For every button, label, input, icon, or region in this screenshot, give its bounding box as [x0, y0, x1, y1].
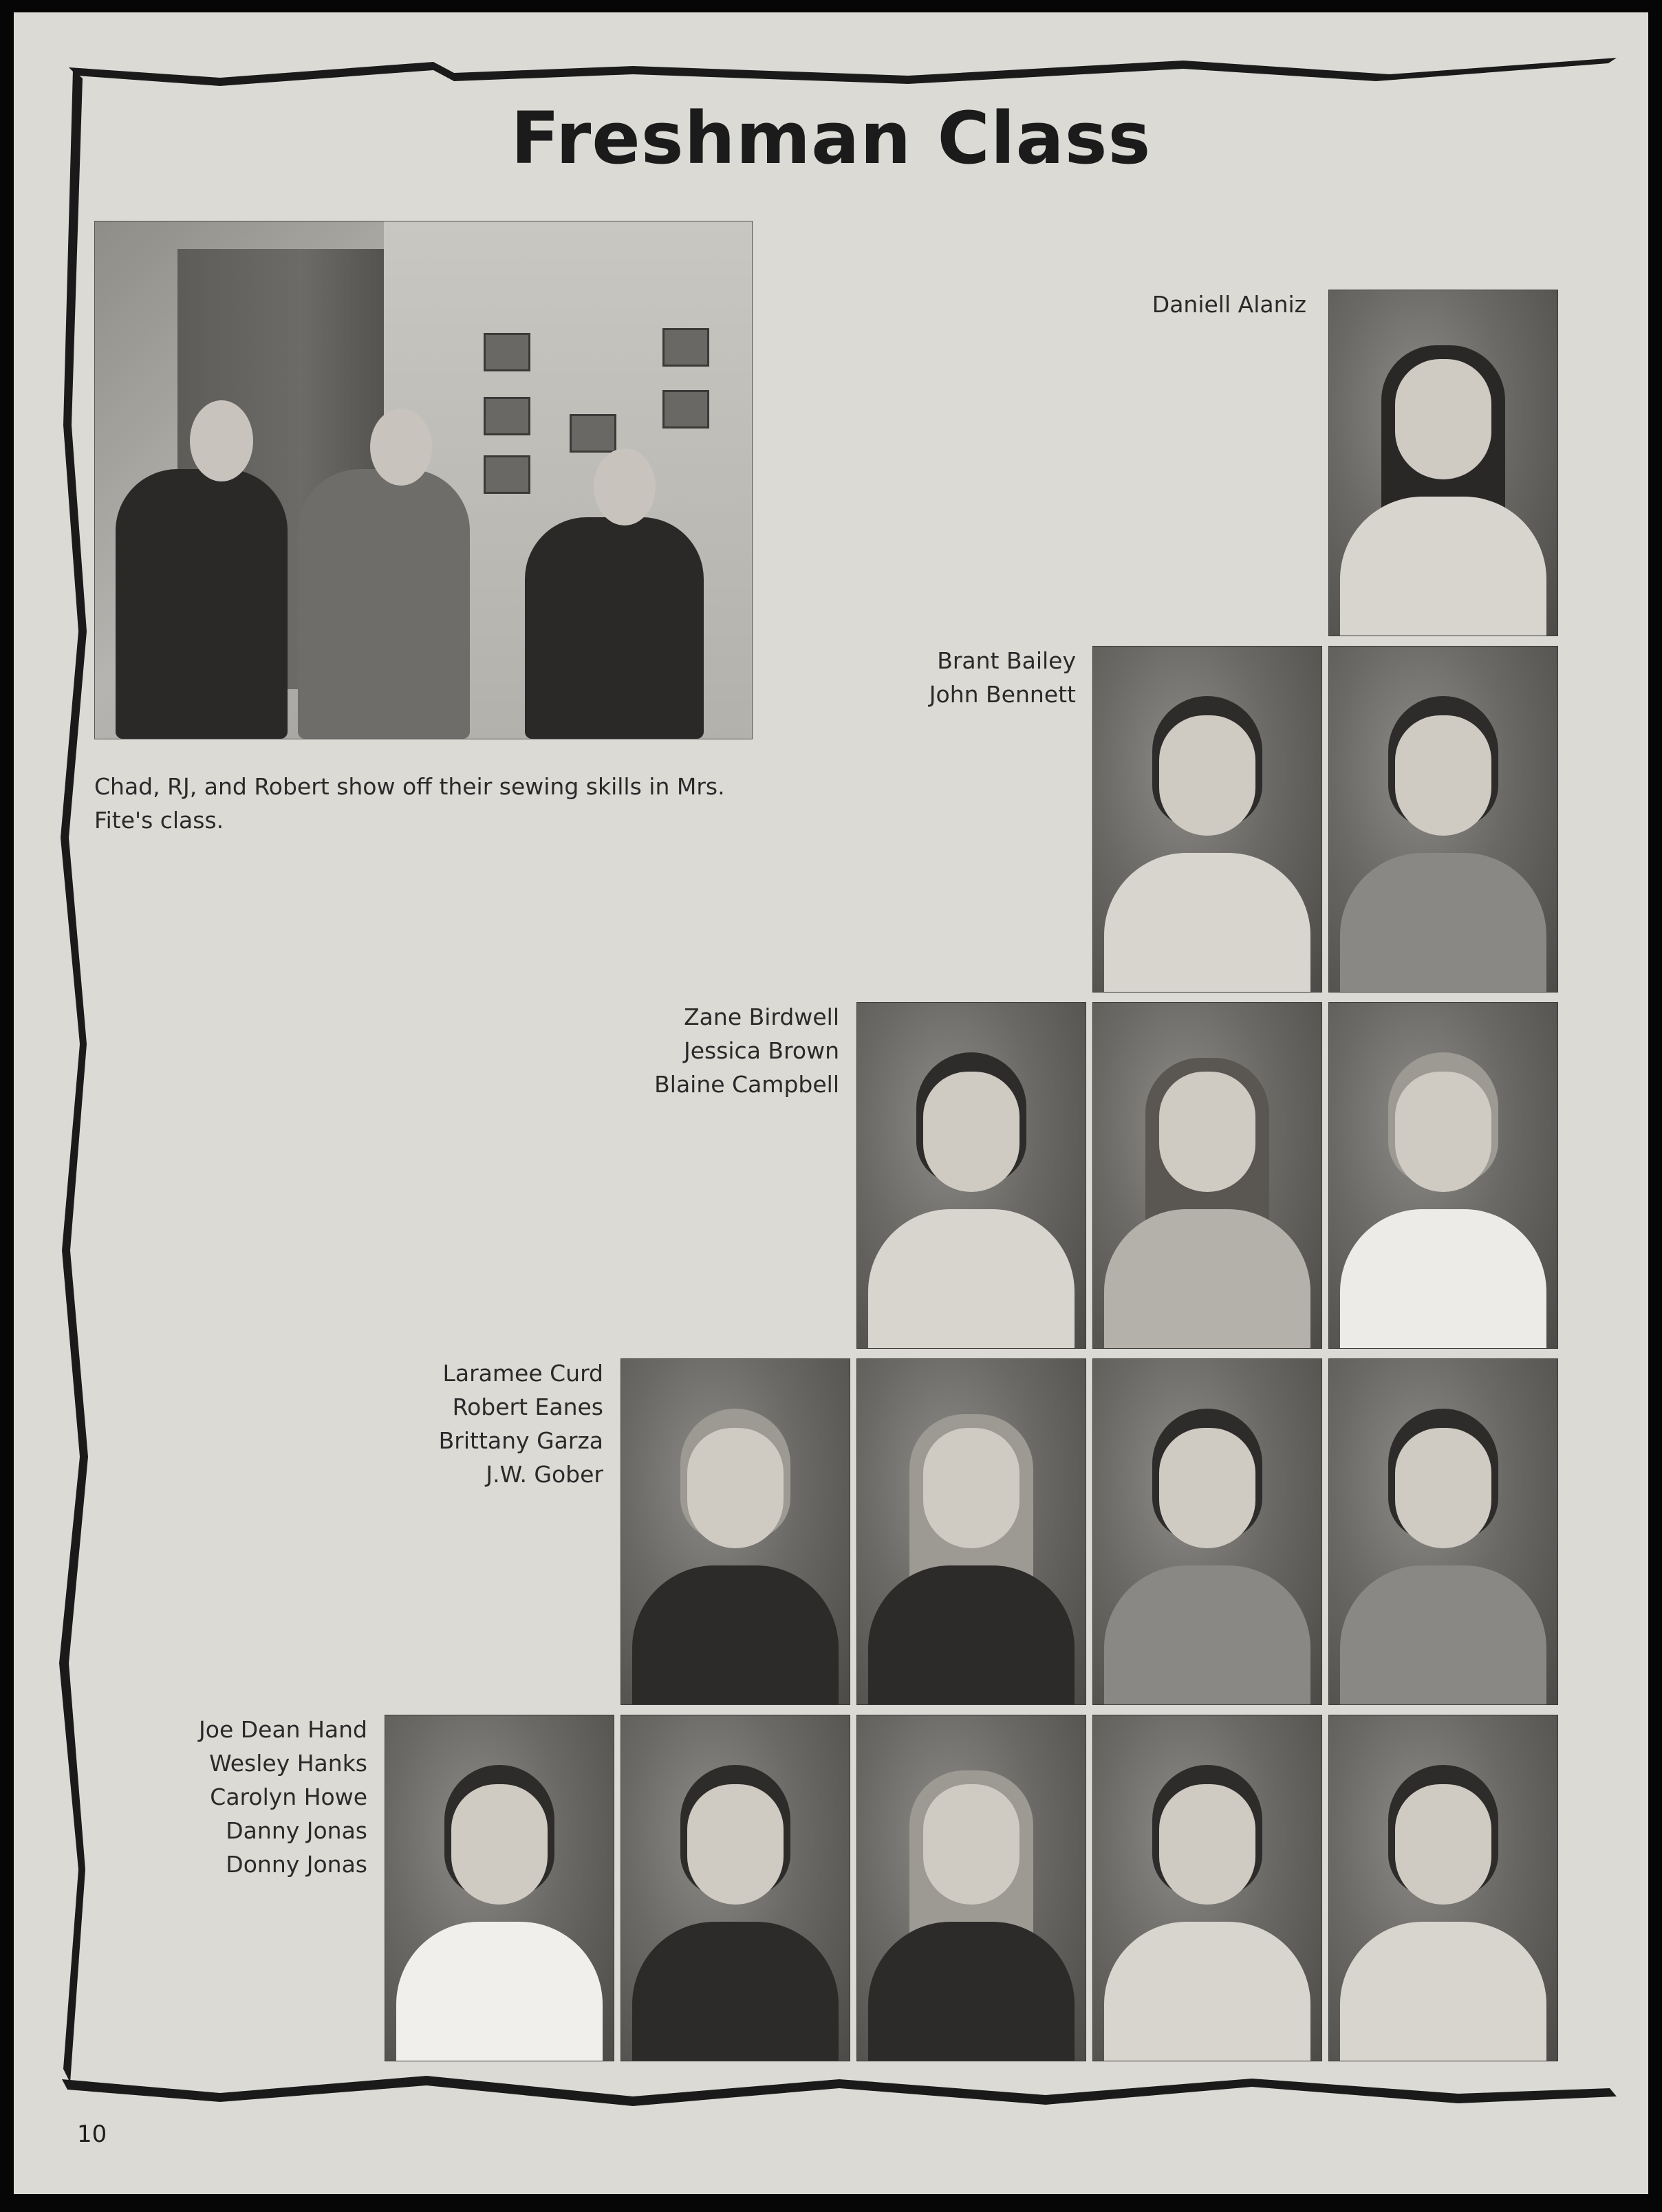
student-name: Zane Birdwell [684, 1004, 839, 1030]
portrait-body [868, 1565, 1075, 1705]
student-name: Blaine Campbell [654, 1071, 839, 1098]
portrait-robert-eanes [856, 1358, 1086, 1705]
photo-plaque [662, 390, 709, 429]
portrait-jessica-brown [1092, 1002, 1322, 1349]
portrait-face [1159, 1784, 1255, 1905]
row-2-names [929, 644, 1076, 711]
student-name: Danny Jonas [226, 1817, 367, 1844]
portrait-carolyn-howe [856, 1715, 1086, 2061]
student-name: Carolyn Howe [210, 1783, 367, 1810]
portrait-blaine-campbell [1328, 1002, 1558, 1349]
portrait-body [868, 1922, 1075, 2061]
portrait-wesley-hanks [620, 1715, 850, 2061]
page-title: Freshman Class [510, 96, 1152, 180]
portrait-brant-bailey [1092, 646, 1322, 993]
portrait-body [1340, 1922, 1546, 2061]
student-name: Robert Eanes [452, 1394, 603, 1420]
photo-plaque [484, 333, 530, 371]
row-1-names [1152, 288, 1306, 321]
portrait-face [451, 1784, 548, 1905]
student-head [190, 400, 253, 481]
photo-plaque [484, 397, 530, 435]
portrait-body [632, 1922, 839, 2061]
row-5-names [199, 1713, 367, 1881]
portrait-face [687, 1784, 784, 1905]
portrait-donny-jonas [1328, 1715, 1558, 2061]
portrait-body [1340, 497, 1546, 636]
yearbook-page [14, 12, 1648, 2194]
row-4-names [439, 1356, 603, 1491]
row-3-names [654, 1000, 839, 1101]
student-figure [525, 517, 704, 739]
portrait-daniell-alaniz [1328, 290, 1558, 636]
portrait-face [1395, 1072, 1491, 1192]
student-name: Brant Bailey [937, 647, 1076, 674]
portrait-brittany-garza [1092, 1358, 1322, 1705]
portrait-face [923, 1784, 1019, 1905]
portrait-face [923, 1428, 1019, 1548]
student-name: Jessica Brown [683, 1037, 839, 1064]
student-name: Joe Dean Hand [199, 1716, 367, 1743]
portrait-body [1340, 1209, 1546, 1349]
student-name: Wesley Hanks [209, 1750, 367, 1777]
portrait-face [1395, 1784, 1491, 1905]
student-name: Daniell Alaniz [1152, 291, 1306, 318]
portrait-danny-jonas [1092, 1715, 1322, 2061]
student-name: John Bennett [929, 681, 1076, 708]
student-figure [116, 469, 288, 739]
student-name: Laramee Curd [442, 1360, 603, 1387]
portrait-body [1340, 1565, 1546, 1705]
student-head [370, 409, 432, 486]
student-head [594, 448, 656, 525]
portrait-face [1159, 1072, 1255, 1192]
portrait-face [1159, 1428, 1255, 1548]
portrait-body [1104, 1209, 1310, 1349]
portrait-joe-dean-hand [385, 1715, 614, 2061]
student-figure [298, 469, 470, 739]
portrait-face [1395, 715, 1491, 836]
portrait-body [1340, 853, 1546, 993]
portrait-body [1104, 1922, 1310, 2061]
photo-plaque [570, 414, 616, 453]
student-name: Brittany Garza [438, 1427, 603, 1454]
portrait-body [632, 1565, 839, 1705]
photo-plaque [662, 328, 709, 367]
candid-photo-caption: Chad, RJ, and Robert show off their sewing skills in Mrs. Fite's class. [94, 773, 725, 834]
portrait-jw-gober [1328, 1358, 1558, 1705]
portrait-laramee-curd [620, 1358, 850, 1705]
portrait-john-bennett [1328, 646, 1558, 993]
page-number: 10 [77, 2121, 107, 2148]
portrait-face [1395, 1428, 1491, 1548]
portrait-face [1395, 359, 1491, 479]
candid-photo [94, 221, 753, 739]
portrait-body [1104, 1565, 1310, 1705]
portrait-body [1104, 853, 1310, 993]
portrait-face [1159, 715, 1255, 836]
student-name: Donny Jonas [226, 1851, 367, 1878]
portrait-body [868, 1209, 1075, 1349]
student-name: J.W. Gober [486, 1461, 603, 1488]
photo-plaque [484, 455, 530, 494]
portrait-zane-birdwell [856, 1002, 1086, 1349]
portrait-face [687, 1428, 784, 1548]
portrait-face [923, 1072, 1019, 1192]
portrait-body [396, 1922, 603, 2061]
